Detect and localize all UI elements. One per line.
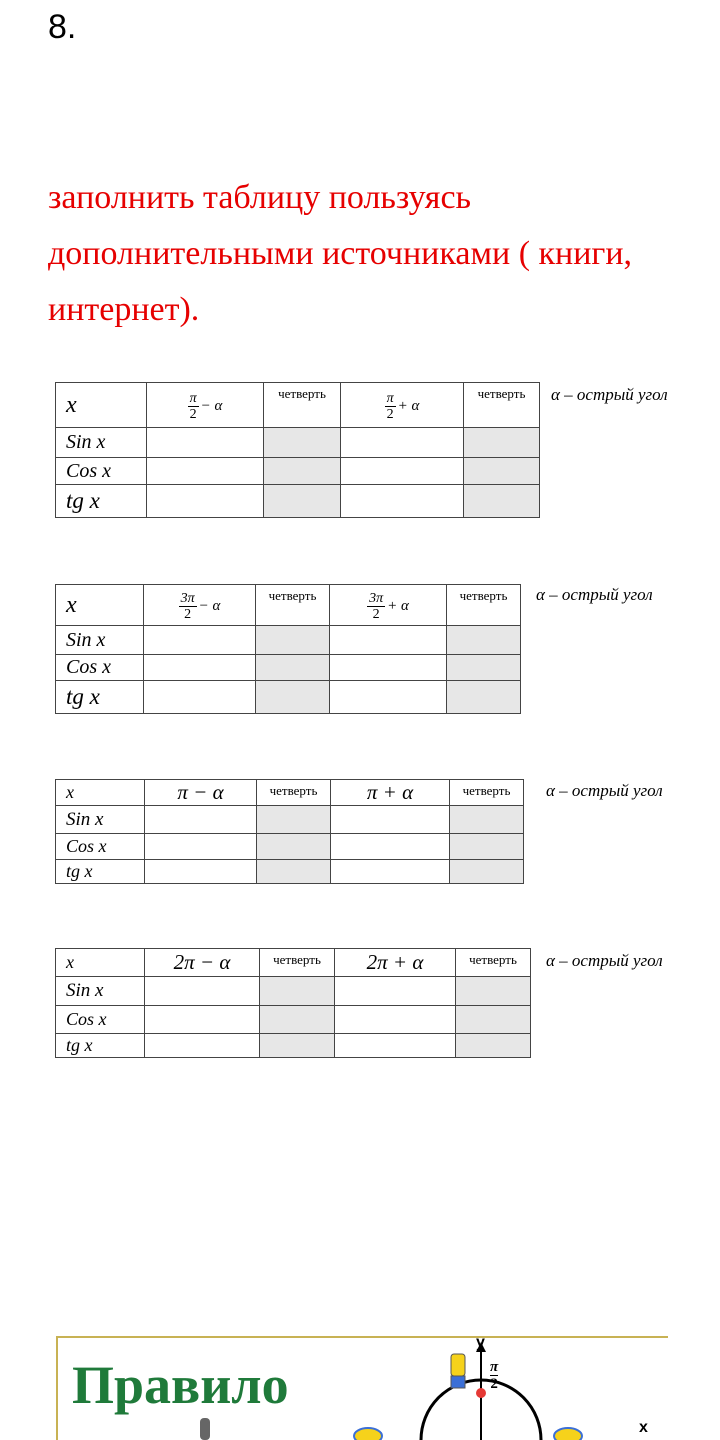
answer-cell[interactable] [331,834,450,860]
answer-cell[interactable] [331,806,450,834]
quarter-cell[interactable] [456,1034,531,1058]
cartoon-figure-left-icon [354,1428,382,1440]
task-instruction: заполнить таблицу пользуясь дополнительными источниками ( книги, интернет). [48,179,633,328]
row-label-cos: Cos x [56,458,147,485]
answer-cell[interactable] [335,1034,456,1058]
header-col1: π − α [145,780,257,806]
header-col1: 2π − α [145,949,260,977]
x-axis-label: x [639,1419,648,1436]
answer-cell[interactable] [145,1034,260,1058]
header-x: x [56,383,147,428]
quarter-cell[interactable] [456,1006,531,1034]
quarter-cell[interactable] [257,806,331,834]
answer-cell[interactable] [335,1006,456,1034]
header-quarter-1: четверть [256,585,330,626]
answer-cell[interactable] [144,681,256,714]
quarter-cell[interactable] [456,977,531,1006]
header-quarter-2: четверть [450,780,524,806]
header-col1: π 2 − α [147,383,264,428]
acute-angle-note: α – острый угол [536,585,653,604]
y-axis-label: y [476,1336,485,1351]
unit-circle-diagram [56,1336,668,1440]
answer-cell[interactable] [341,458,464,485]
row-label-tg: tg x [56,1034,145,1058]
trig-table-1 [55,382,540,518]
cartoon-figure-right-icon [554,1428,582,1440]
quarter-cell[interactable] [464,485,540,518]
row-label-sin: Sin x [56,428,147,458]
quarter-cell[interactable] [447,655,521,681]
row-label-sin: Sin x [56,977,145,1006]
quarter-cell[interactable] [260,1006,335,1034]
small-figure-icon [200,1418,210,1440]
answer-cell[interactable] [145,860,257,884]
quarter-cell[interactable] [257,834,331,860]
slide-title: Правило [72,1355,289,1415]
header-quarter-2: четверть [447,585,521,626]
header-col2: 3π 2 + α [330,585,447,626]
row-label-cos: Cos x [56,834,145,860]
answer-cell[interactable] [335,977,456,1006]
quarter-cell[interactable] [260,977,335,1006]
answer-cell[interactable] [330,655,447,681]
trig-table-4 [55,948,531,1058]
answer-cell[interactable] [144,655,256,681]
answer-cell[interactable] [145,1006,260,1034]
quarter-cell[interactable] [260,1034,335,1058]
row-label-tg: tg x [56,485,147,518]
quarter-cell[interactable] [257,860,331,884]
acute-angle-note: α – острый угол [551,385,668,404]
row-label-tg: tg x [56,681,144,714]
quarter-cell[interactable] [450,806,524,834]
answer-cell[interactable] [147,428,264,458]
quarter-cell[interactable] [256,681,330,714]
row-label-cos: Cos x [56,655,144,681]
quarter-cell[interactable] [450,834,524,860]
answer-cell[interactable] [145,977,260,1006]
header-col2: π + α [331,780,450,806]
answer-cell[interactable] [331,860,450,884]
quarter-cell[interactable] [464,428,540,458]
row-label-tg: tg x [56,860,145,884]
header-quarter-2: четверть [456,949,531,977]
row-label-sin: Sin x [56,626,144,655]
header-col2: 2π + α [335,949,456,977]
answer-cell[interactable] [341,428,464,458]
quarter-cell[interactable] [256,655,330,681]
trig-table-3 [55,779,524,884]
answer-cell[interactable] [145,806,257,834]
rule-slide-preview [56,1336,668,1440]
task-number: 8. [48,8,77,46]
quarter-cell[interactable] [447,626,521,655]
quarter-cell[interactable] [464,458,540,485]
row-label-cos: Cos x [56,1006,145,1034]
row-label-sin: Sin x [56,806,145,834]
answer-cell[interactable] [147,485,264,518]
quarter-cell[interactable] [264,485,341,518]
header-quarter-1: четверть [264,383,341,428]
quarter-cell[interactable] [447,681,521,714]
answer-cell[interactable] [147,458,264,485]
header-x: x [56,949,145,977]
answer-cell[interactable] [144,626,256,655]
pi-half-label: $\frac{\pi}{2}$ [490,1359,499,1392]
header-x: x [56,780,145,806]
answer-cell[interactable] [330,626,447,655]
trig-table-2 [55,584,521,714]
acute-angle-note: α – острый угол [546,781,663,800]
header-quarter-1: четверть [257,780,331,806]
answer-cell[interactable] [330,681,447,714]
answer-cell[interactable] [145,834,257,860]
header-col1: 3π 2 − α [144,585,256,626]
point-pi-half [476,1388,486,1398]
answer-cell[interactable] [341,485,464,518]
quarter-cell[interactable] [450,860,524,884]
header-x: x [56,585,144,626]
quarter-cell[interactable] [264,428,341,458]
cartoon-figure-icon [451,1354,465,1376]
acute-angle-note: α – острый угол [546,951,663,970]
header-quarter-1: четверть [260,949,335,977]
header-quarter-2: четверть [464,383,540,428]
quarter-cell[interactable] [264,458,341,485]
header-col2: π 2 + α [341,383,464,428]
quarter-cell[interactable] [256,626,330,655]
